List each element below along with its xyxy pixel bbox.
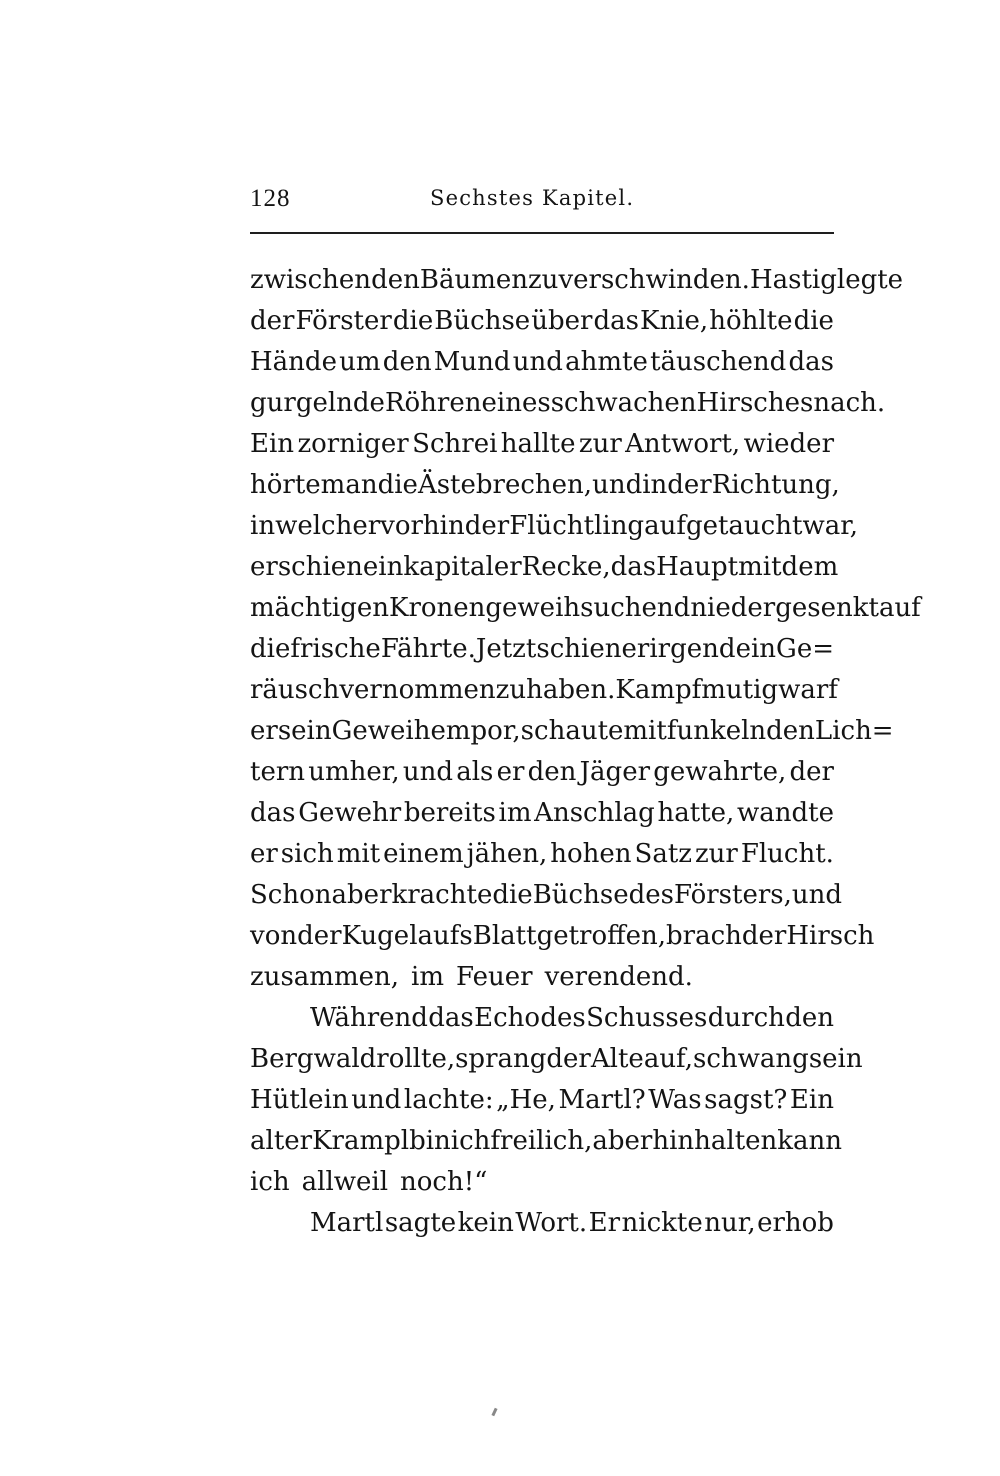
word: Während	[310, 1003, 428, 1033]
word: Äste	[417, 470, 476, 500]
text-line	[250, 670, 838, 711]
word: aufgetaucht	[644, 511, 803, 541]
word: durch	[707, 1003, 785, 1033]
word: Martl	[310, 1208, 384, 1238]
word: brechen,	[475, 470, 593, 500]
word: in	[642, 470, 668, 500]
text-line	[250, 875, 843, 916]
word: allweil	[301, 1167, 389, 1197]
word: mit	[738, 552, 782, 582]
word: verendend.	[544, 962, 693, 992]
word: Geweih	[331, 716, 431, 746]
word: bin	[409, 1126, 451, 1156]
word: schaute	[520, 716, 624, 746]
word: hörte	[250, 470, 321, 500]
word: aber	[331, 880, 392, 910]
word: des	[540, 1003, 586, 1033]
word: und	[351, 1085, 402, 1115]
word: Recke,	[521, 552, 611, 582]
word: Flucht.	[740, 839, 834, 869]
word: aufs	[417, 921, 473, 951]
word: um	[339, 347, 381, 377]
word: dem	[781, 552, 839, 582]
word: erschien	[250, 552, 363, 582]
word: zorniger	[297, 429, 409, 459]
word: im	[498, 798, 532, 828]
text-line	[250, 1203, 834, 1244]
word: empor,	[430, 716, 521, 746]
word: Alte	[590, 1044, 644, 1074]
word: des	[628, 880, 674, 910]
word: krachte	[391, 880, 493, 910]
word: er	[496, 757, 525, 787]
text-line	[250, 998, 834, 1039]
word: der	[741, 921, 787, 951]
word: rollte,	[376, 1044, 456, 1074]
word: den	[382, 347, 432, 377]
word: der	[250, 306, 295, 336]
word: ahmte	[565, 347, 648, 377]
word: hohen	[550, 839, 632, 869]
word: Bergwald	[250, 1044, 377, 1074]
word: Hastig	[749, 265, 837, 295]
text-line	[250, 1162, 834, 1203]
word: schwang	[693, 1044, 809, 1074]
word: Haupt	[656, 552, 739, 582]
text-line	[250, 1080, 834, 1121]
word: jähen,	[466, 839, 548, 869]
word: „He,	[496, 1085, 556, 1115]
word: man	[320, 470, 378, 500]
word: suchend	[580, 593, 691, 623]
word: Anschlag	[534, 798, 655, 828]
word: er	[621, 634, 650, 664]
word: niedergesenkt	[690, 593, 879, 623]
word: Ge=	[776, 634, 834, 664]
word: Försters,	[673, 880, 792, 910]
word: die	[392, 306, 434, 336]
word: bereits	[403, 798, 496, 828]
word: räusch	[250, 675, 340, 705]
word: Satz	[634, 839, 692, 869]
word: Büchse	[532, 880, 629, 910]
word: Wort.	[515, 1208, 588, 1238]
word: alter	[250, 1126, 313, 1156]
word: zu	[527, 265, 559, 295]
text-line	[250, 342, 834, 383]
word: hinhalten	[652, 1126, 778, 1156]
word: aber	[592, 1126, 653, 1156]
word: gurgelnde	[250, 388, 385, 418]
word: zu	[495, 675, 527, 705]
word: vorhin	[380, 511, 465, 541]
word: Echo	[474, 1003, 541, 1033]
word: das	[250, 798, 296, 828]
word: noch!“	[400, 1167, 488, 1197]
word: der	[297, 921, 342, 951]
word: freilich,	[490, 1126, 593, 1156]
text-line	[250, 1121, 843, 1162]
word: gewahrte,	[653, 757, 787, 787]
word: die	[793, 306, 834, 336]
word: Kronengeweih	[389, 593, 581, 623]
word: und	[512, 347, 563, 377]
word: und	[592, 470, 643, 500]
word: von	[250, 921, 298, 951]
word: kein	[457, 1208, 514, 1238]
word: ein	[735, 634, 777, 664]
word: Martl?	[558, 1085, 646, 1115]
word: kapitaler	[403, 552, 522, 582]
word: und	[402, 757, 453, 787]
word: erhob	[757, 1208, 834, 1238]
word: Jäger	[579, 757, 651, 787]
word: das	[788, 347, 834, 377]
word: eines	[481, 388, 551, 418]
page-number: 128	[250, 185, 291, 212]
word: Feuer	[455, 962, 533, 992]
word: die	[250, 634, 291, 664]
word: Richtung,	[711, 470, 840, 500]
word: der	[546, 1044, 591, 1074]
word: die	[492, 880, 533, 910]
word: Flüchtling	[509, 511, 645, 541]
word: warf	[778, 675, 838, 705]
word: sprang	[455, 1044, 547, 1074]
word: zwischen	[250, 265, 372, 295]
word: schien	[536, 634, 622, 664]
word: höhlte	[709, 306, 793, 336]
word: der	[667, 470, 712, 500]
word: Schusses	[586, 1003, 708, 1033]
body-text	[250, 260, 921, 1244]
word: Ein	[250, 429, 295, 459]
word: Schon	[250, 880, 332, 910]
word: das	[428, 1003, 474, 1033]
word: über	[531, 306, 593, 336]
word: Röhren	[384, 388, 482, 418]
word: der	[464, 511, 510, 541]
word: vernommen	[339, 675, 496, 705]
word: Blatt	[472, 921, 537, 951]
text-line	[250, 260, 904, 301]
word: brach	[666, 921, 742, 951]
word: zur	[578, 429, 622, 459]
running-title: Sechstes Kapitel.	[430, 186, 635, 210]
word: ein	[362, 552, 404, 582]
text-line	[250, 383, 886, 424]
word: Hirsch	[786, 921, 875, 951]
word: ich	[250, 1167, 290, 1197]
word: verschwinden.	[558, 265, 750, 295]
word: die	[377, 470, 418, 500]
word: Förster	[295, 306, 392, 336]
text-line	[250, 957, 834, 998]
text-line	[250, 834, 834, 875]
text-line	[250, 916, 875, 957]
text-line	[250, 711, 894, 752]
word: hatte,	[657, 798, 735, 828]
word: funkelnden	[666, 716, 815, 746]
word: Antwort,	[625, 429, 741, 459]
word: mächtigen	[250, 593, 390, 623]
word: haben.	[526, 675, 616, 705]
text-line	[250, 629, 834, 670]
word: umher,	[308, 757, 400, 787]
text-line	[250, 465, 840, 506]
word: und	[791, 880, 843, 910]
word: zusammen,	[250, 962, 399, 992]
word: er	[250, 716, 278, 746]
word: Jetzt	[475, 634, 537, 664]
word: Ein	[789, 1085, 834, 1115]
word: in	[250, 511, 276, 541]
word: Lich=	[814, 716, 894, 746]
word: Fährte.	[380, 634, 476, 664]
word: wieder	[743, 429, 834, 459]
word: war,	[802, 511, 859, 541]
word: der	[789, 757, 834, 787]
word: Mund	[433, 347, 511, 377]
word: auf,	[643, 1044, 694, 1074]
word: sein	[277, 716, 332, 746]
word: Hände	[250, 347, 337, 377]
word: im	[411, 962, 444, 992]
word: lachte:	[403, 1085, 494, 1115]
word: Kampfmutig	[615, 675, 779, 705]
word: den	[371, 265, 420, 295]
word: frische	[290, 634, 381, 664]
word: Krampl	[312, 1126, 410, 1156]
word: Büchse	[434, 306, 531, 336]
word: Schrei	[412, 429, 498, 459]
word: den	[527, 757, 577, 787]
word: als	[456, 757, 494, 787]
text-line	[250, 793, 834, 834]
text-line	[250, 1039, 863, 1080]
word: schwachen	[550, 388, 697, 418]
word: mit	[623, 716, 667, 746]
word: Kugel	[341, 921, 418, 951]
word: ich	[450, 1126, 491, 1156]
word: das	[593, 306, 639, 336]
text-line	[250, 424, 834, 465]
header-rule	[250, 232, 834, 234]
word: Hütlein	[250, 1085, 349, 1115]
word: er	[250, 839, 278, 869]
word: Knie,	[640, 306, 709, 336]
word: sich	[280, 839, 334, 869]
word: auf	[878, 593, 921, 623]
word: Was	[648, 1085, 702, 1115]
word: mit	[336, 839, 381, 869]
word: nach.	[813, 388, 886, 418]
stray-mark	[491, 1408, 497, 1417]
word: nickte	[621, 1208, 703, 1238]
word: Er	[588, 1208, 621, 1238]
word: irgend	[649, 634, 736, 664]
word: sagte	[384, 1208, 457, 1238]
word: Hirsches	[696, 388, 814, 418]
word: sagst?	[704, 1085, 788, 1115]
word: getroffen,	[536, 921, 666, 951]
word: Bäumen	[419, 265, 528, 295]
word: das	[610, 552, 657, 582]
word: hallte	[500, 429, 576, 459]
text-line	[250, 506, 859, 547]
word: einem	[383, 839, 464, 869]
word: den	[785, 1003, 834, 1033]
text-line	[250, 588, 921, 629]
word: tern	[250, 757, 306, 787]
word: Gewehr	[298, 798, 402, 828]
word: täuschend	[650, 347, 787, 377]
word: legte	[836, 265, 904, 295]
word: wandte	[736, 798, 834, 828]
word: welcher	[275, 511, 381, 541]
word: kann	[777, 1126, 843, 1156]
word: nur,	[704, 1208, 756, 1238]
text-line	[250, 547, 839, 588]
text-line	[250, 301, 834, 342]
word: zur	[694, 839, 738, 869]
word: sein	[808, 1044, 863, 1074]
text-line	[250, 752, 834, 793]
